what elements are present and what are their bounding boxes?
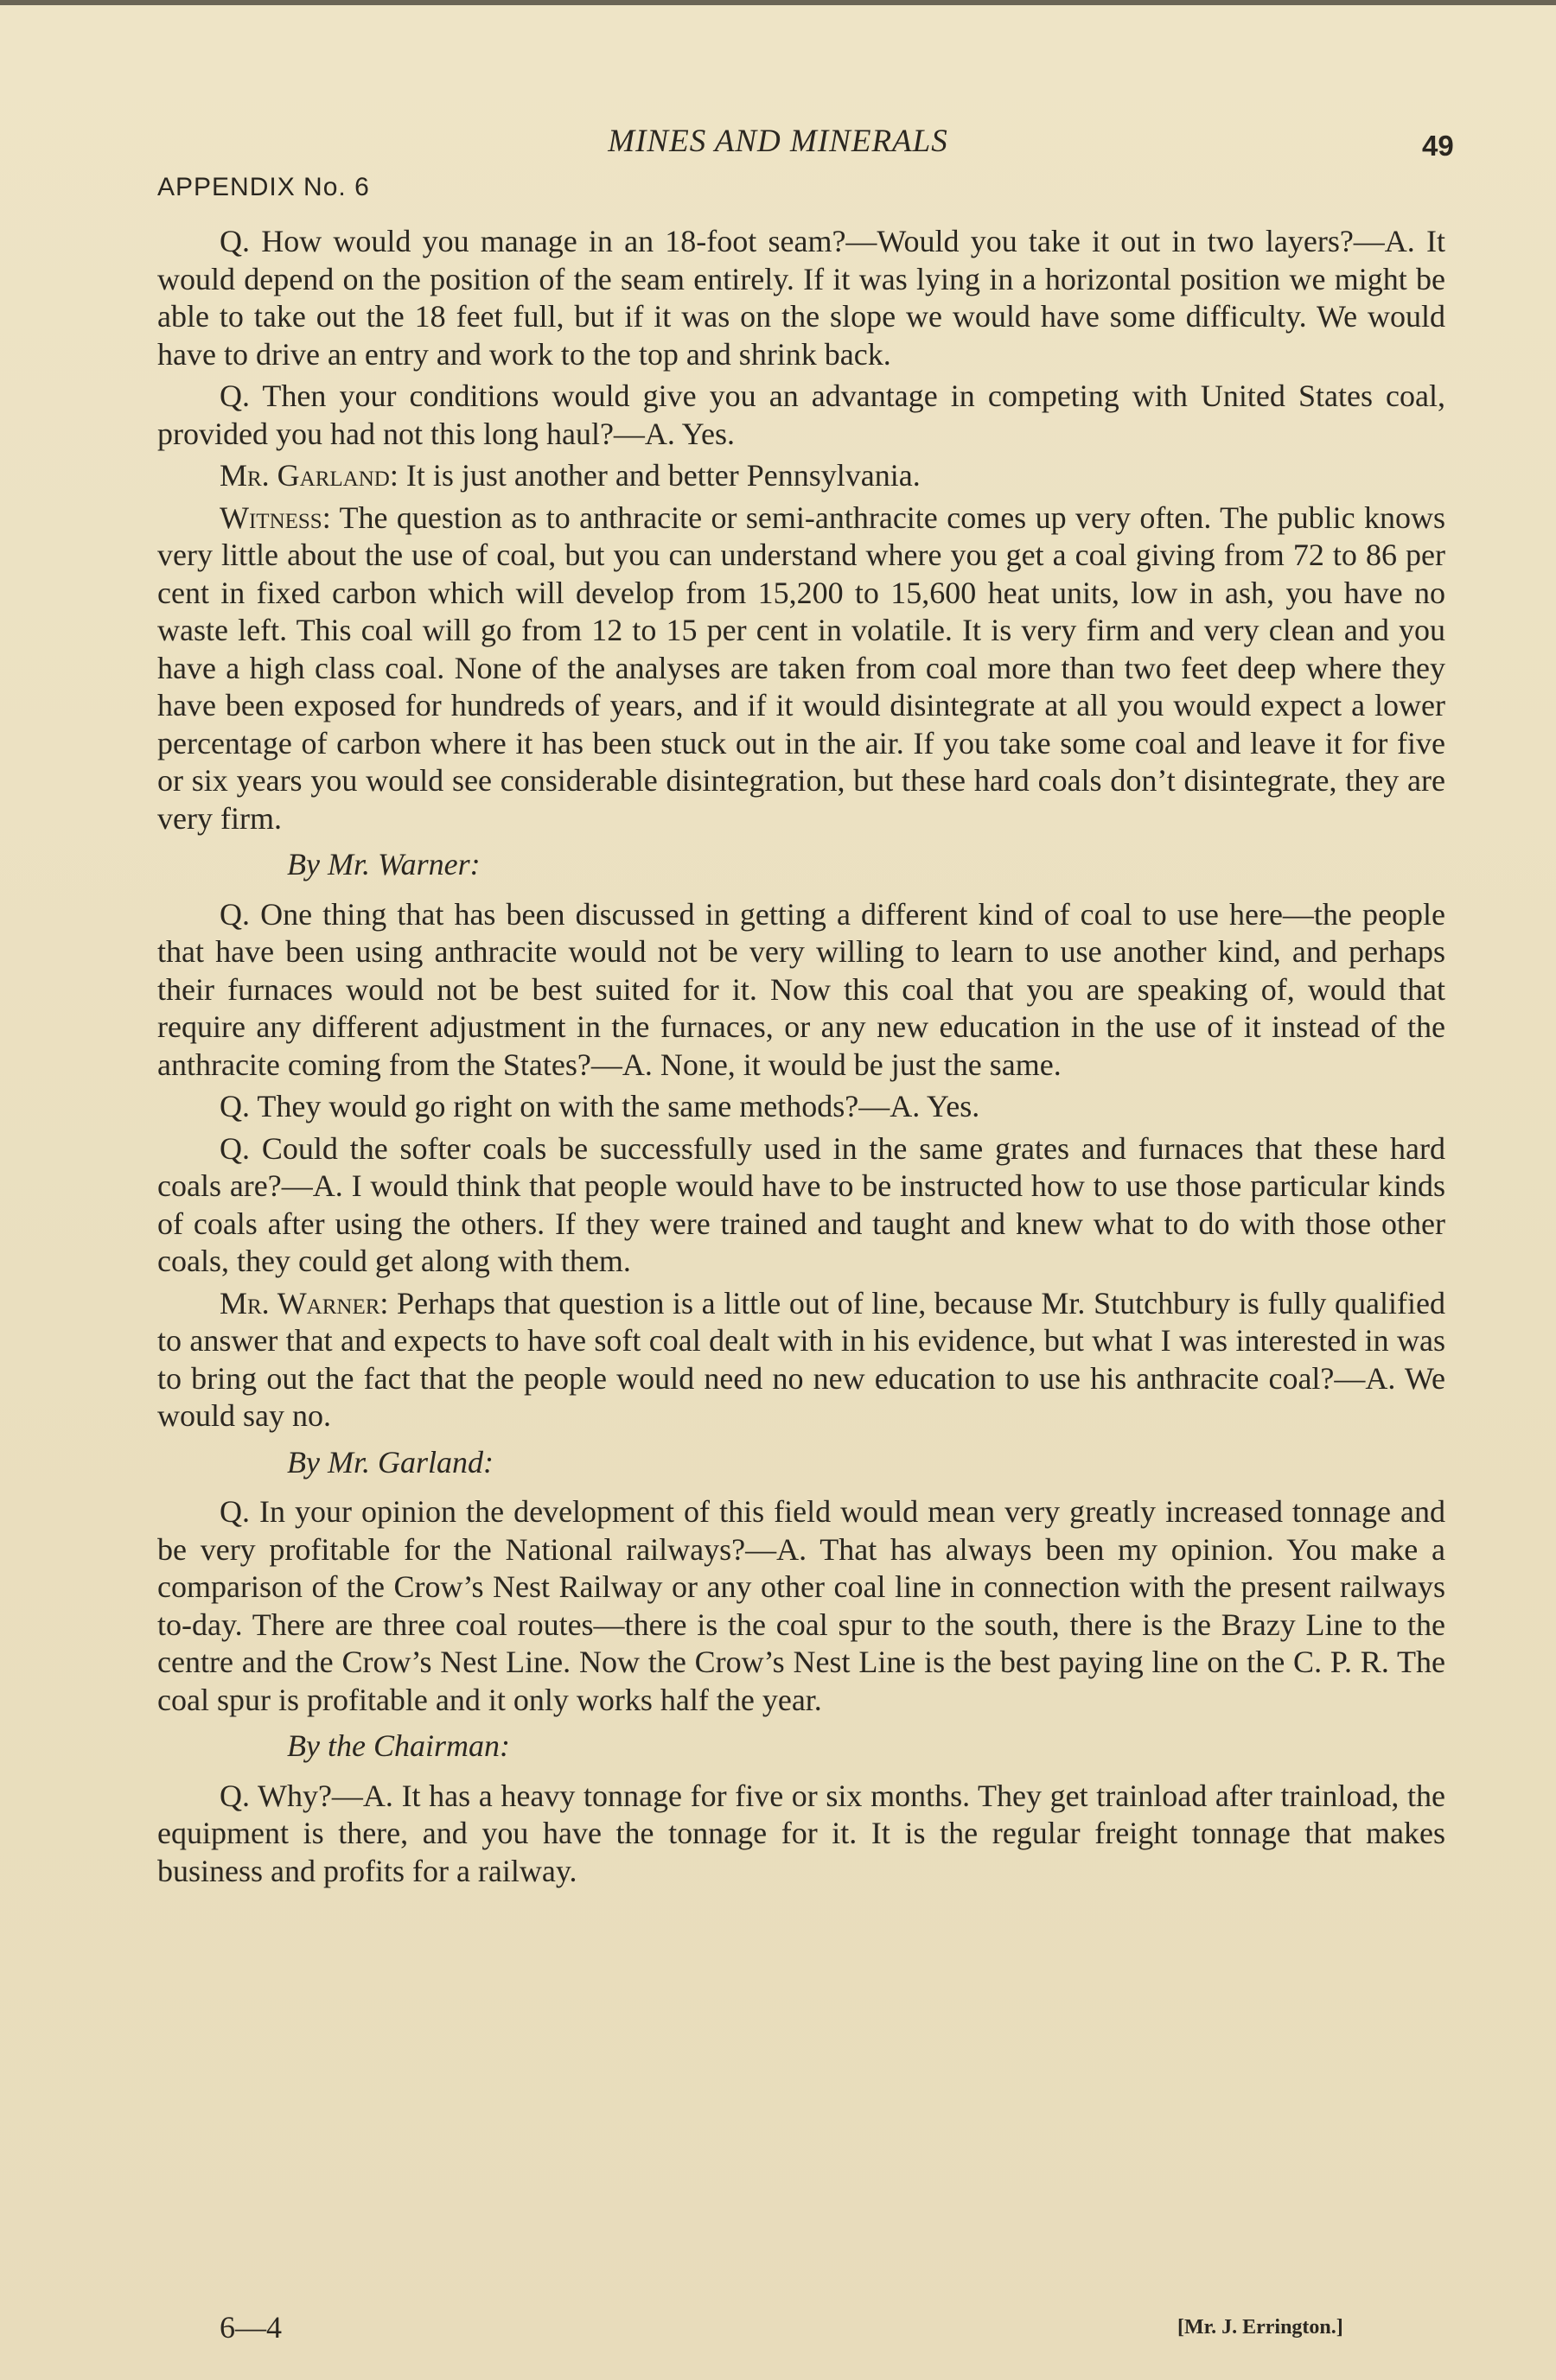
paragraph: Q. One thing that has been discussed in getting a different kind of coal to use here—the people that have been using anthracite would not be very willing to learn to use another kind, and perhaps their furnaces would not be best suited for it. Now this coal that you are speaking of, would that require any different adjustment in the furnaces, or any new education in the use of it instead of the anthracite coming from the States?—A. None, it would be just the same. [157,896,1445,1082]
witness-name: [Mr. J. Errington.] [1177,2316,1343,2339]
appendix-label: APPENDIX No. 6 [157,173,370,201]
top-border [0,0,1556,5]
examiner-heading: By Mr. Warner: [287,847,481,881]
paragraph: Q. How would you manage in an 18-foot seam?—Would you take it out in two layers?—A. It would depend on the position of the seam entirely. If it was lying in a horizontal position we might be able to take out the 18 feet full, but if it was on the slope we would have some difficulty. We would have to drive an entry and work to the top and shrink back. [157,224,1445,372]
paragraph: Q. Could the softer coals be successfully used in the same grates and furnaces that these hard coals are?—A. I would think that people would have to be instructed how to use those particular kinds of coals after using the others. If they were trained and taught and knew what to do with those other coals, they could get along with them. [157,1130,1445,1278]
speaker-paragraph [157,1285,1445,1435]
examiner-heading: By the Chairman: [287,1728,510,1763]
speaker-paragraph [157,457,1445,495]
examiner-heading: By Mr. Garland: [287,1444,494,1480]
speaker-paragraph [157,500,1445,838]
paragraph: Q. Why?—A. It has a heavy tonnage for five or six months. They get trainload after trainload, the equipment is there, and you have the tonnage for it. It is the regular freight tonnage that makes business and profits for a railway. [157,1778,1445,1888]
body-text [157,223,1445,1894]
paragraph: Q. In your opinion the development of this field would mean very greatly increased tonnage and be very profitable for the National railways?—A. That has always been my opinion. You make a comparison of the Crow’s Nest Railway or any other coal line in connection with the present railways to-day. There are three coal routes—there is the coal spur to the south, there is the Brazy Line to the centre and the Crow’s Nest Line. Now the Crow’s Nest Line is the best paying line on the C. P. R. The coal spur is profitable and it only works half the year. [157,1494,1445,1717]
speaker-name: Mr. Warner: [220,1285,389,1320]
paragraph: Q. Then your conditions would give you an advantage in competing with United States coal, provided you had not this long haul?—A. Yes. [157,379,1445,451]
speaker-text: Perhaps that question is a little out of line, because Mr. Stutchbury is fully qualified to answer that and expects to have soft coal dealt with in his evidence, but what I was interested in was to bring out the fact that the people would need no new education to use his anthracite coal?—A. We would say no. [157,1285,1445,1433]
running-head: MINES AND MINERALS [608,124,948,159]
speaker-text: The question as to anthracite or semi-anthracite comes up very often. The public knows very little about the use of coal, but you can understand where you get a coal giving from 72 to 86 per cent in fixed carbon which will develop from 15,200 to 15,600 heat units, low in ash, you have no waste left. This coal will go from 12 to 15 per cent in volatile. It is very firm and very clean and you have a high class coal. None of the analyses are taken from coal more than two feet deep where they have been exposed for hundreds of years, and if it would disintegrate at all you would expect a lower percentage of carbon where it has been stuck out in the air. If you take some coal and leave it for five or six years you would see considerable disintegration, but these hard coals don’t disintegrate, they are very firm. [157,500,1445,836]
speaker-name: Witness: [220,500,331,535]
speaker-text: It is just another and better Pennsylvania. [398,458,921,493]
paragraph: Q. They would go right on with the same methods?—A. Yes. [220,1089,980,1123]
signature-mark: 6—4 [220,2310,282,2345]
page-number: 49 [1422,130,1454,162]
speaker-name: Mr. Garland: [220,458,399,493]
